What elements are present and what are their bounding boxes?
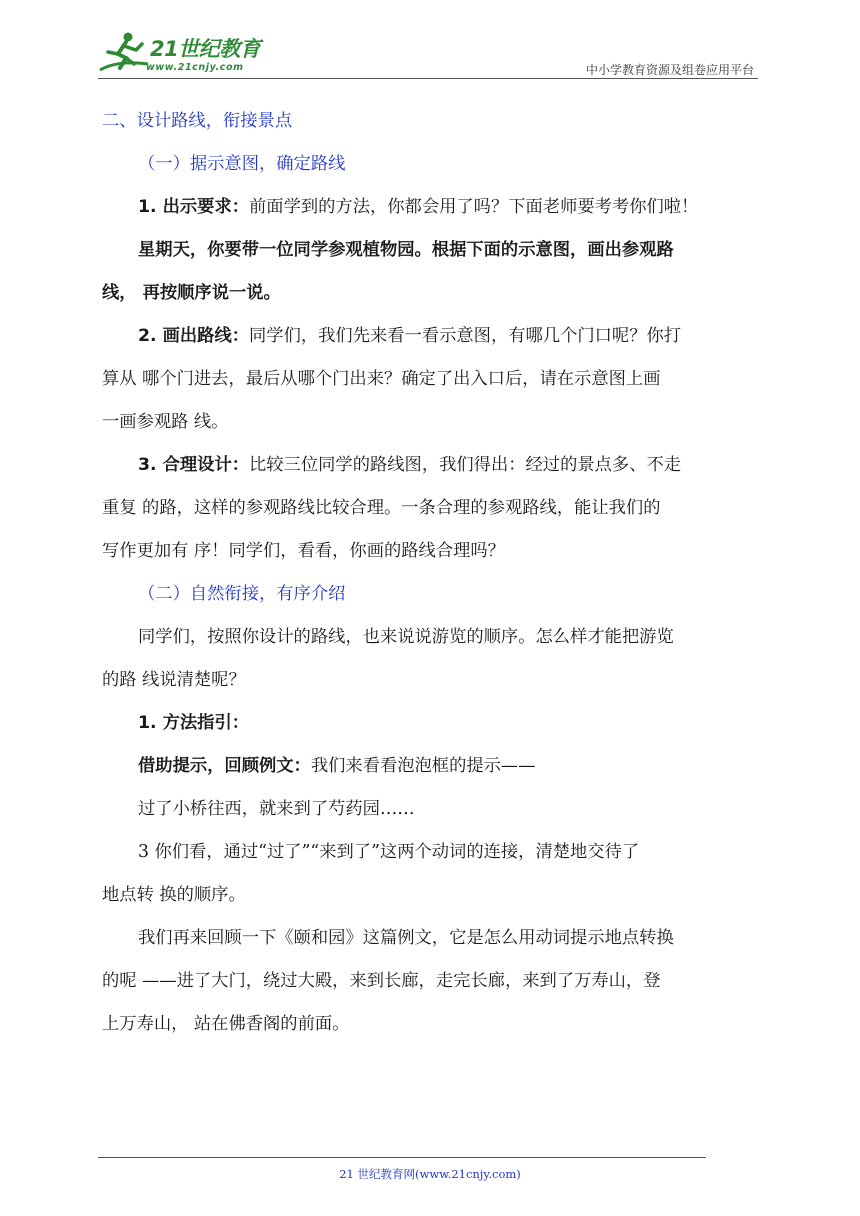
requirement-text: 前面学到的方法，你都会用了吗？下面老师要考考你们啦！ [249, 197, 699, 217]
logo-url: www.21cnjy.com [146, 62, 244, 73]
task-text-2: 线， 再按顺序说一说。 [102, 283, 281, 303]
example-sentence: 过了小桥往西，就来到了芍药园…… [138, 799, 415, 819]
design-text: 比较三位同学的路线图，我们得出：经过的景点多、不走 [249, 455, 682, 475]
design-line-3: 写作更加有 序！同学们，看看，你画的路线合理吗？ [102, 541, 505, 561]
header-divider [98, 78, 758, 79]
paragraph-review-line-2: 的呢 ——进了大门，绕过大殿，来到长廊，走完长廊，来到了万寿山，登 [102, 971, 661, 991]
paragraph-requirement [102, 192, 766, 222]
paragraph-verbs-line-2: 地点转 换的顺序。 [102, 885, 246, 905]
draw-route-text: 同学们，我们先来看一看示意图，有哪几个门口呢？你打 [249, 326, 682, 346]
logo-text: 21世纪教育 [150, 37, 261, 61]
subsection-heading-2: （二）自然衔接，有序介绍 [138, 584, 346, 604]
draw-route-line-2: 算从 哪个门进去，最后从哪个门出来？确定了出入口后，请在示意图上画 [102, 369, 661, 389]
paragraph-intro-line-2: 的路 线说清楚呢？ [102, 670, 246, 690]
hint-text: 我们来看看泡泡框的提示—— [310, 756, 536, 776]
paragraph-hint [102, 751, 766, 781]
page-header [98, 28, 758, 82]
paragraph-draw-route [102, 321, 766, 351]
page-footer: 21 世纪教育网(www.21cnjy.com) [339, 1167, 521, 1181]
footer-divider [98, 1157, 706, 1158]
design-line-2: 重复 的路，这样的参观路线比较合理。一条合理的参观路线，能让我们的 [102, 498, 661, 518]
draw-route-line-3: 一画参观路 线。 [102, 412, 229, 432]
task-text-1: 星期天，你要带一位同学参观植物园。根据下面的示意图，画出参观路 [138, 240, 674, 260]
design-label: 3. 合理设计： [138, 455, 250, 475]
requirement-label: 1. 出示要求： [138, 197, 250, 217]
site-logo [98, 30, 268, 78]
paragraph-intro-line-1: 同学们，按照你设计的路线，也来说说游览的顺序。怎么样才能把游览 [138, 627, 674, 647]
paragraph-design [102, 450, 766, 480]
method-label: 1. 方法指引： [138, 713, 250, 733]
document-body [102, 106, 766, 1039]
paragraph-review-line-1: 我们再来回顾一下《颐和园》这篇例文，它是怎么用动词提示地点转换 [138, 928, 674, 948]
hint-label: 借助提示，回顾例文： [138, 756, 311, 776]
subsection-heading-1: （一）据示意图，确定路线 [138, 154, 346, 174]
method-heading [102, 708, 766, 738]
task-line-2 [102, 278, 766, 308]
draw-route-label: 2. 画出路线： [138, 326, 250, 346]
section-heading: 二、设计路线，衔接景点 [102, 111, 293, 131]
paragraph-verbs-line-1: 3 你们看，通过“过了”“来到了”这两个动词的连接，清楚地交待了 [138, 842, 640, 862]
platform-name: 中小学教育资源及组卷应用平台 [585, 63, 754, 77]
paragraph-review-line-3: 上万寿山， 站在佛香阁的前面。 [102, 1014, 350, 1034]
task-line-1 [102, 235, 766, 265]
